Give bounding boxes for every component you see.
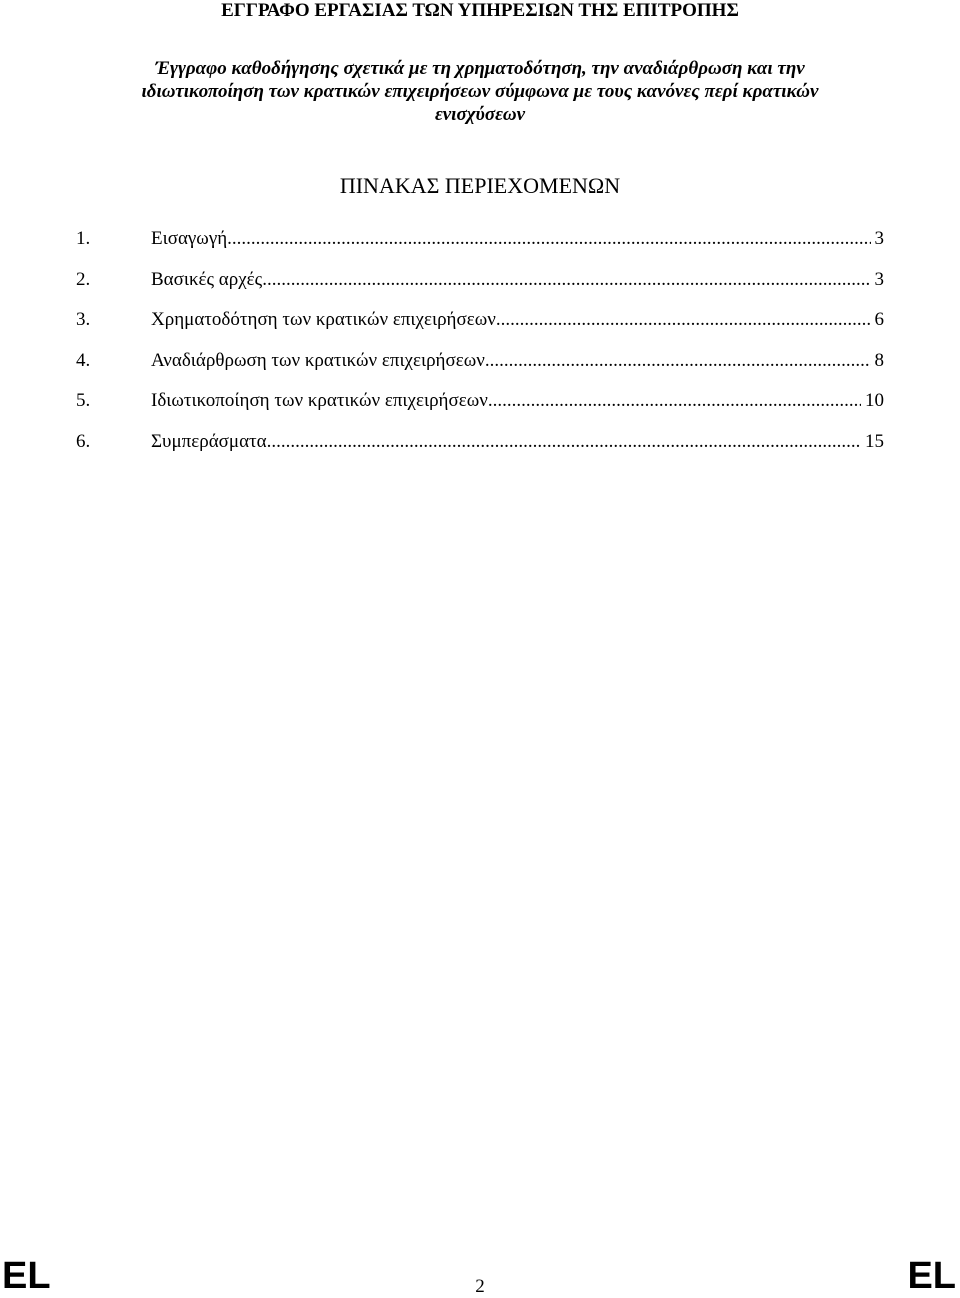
table-of-contents: [76, 228, 884, 472]
toc-entry-basic-principles[interactable]: [76, 269, 884, 310]
toc-dot-leader: [262, 269, 870, 291]
toc-entry-conclusions[interactable]: [76, 431, 884, 472]
subtitle-line-3: ενισχύσεων: [434, 104, 526, 125]
toc-entry-title: Βασικές αρχές: [151, 268, 263, 290]
toc-entry-page: 6: [874, 309, 884, 331]
subtitle-line-2: ιδιωτικοποίηση των κρατικών επιχειρήσεων σύμφωνα με τους κανόνες περί κρατικών: [141, 81, 819, 102]
toc-entry-title: Ιδιωτικοποίηση των κρατικών επιχειρήσεων: [151, 390, 488, 412]
toc-entry-introduction[interactable]: [76, 228, 884, 269]
toc-entry-number: 1.: [76, 228, 91, 249]
toc-entry-number: 2.: [76, 268, 91, 290]
toc-dot-leader: [496, 309, 871, 331]
toc-entry-number: 5.: [76, 390, 91, 412]
toc-entry-page: 8: [874, 349, 884, 371]
toc-entry-page: 3: [874, 228, 884, 249]
toc-entry-number: 6.: [76, 430, 91, 452]
toc-heading: ΠΙΝΑΚΑΣ ΠΕΡΙΕΧΟΜΕΝΩΝ: [339, 173, 621, 198]
toc-dot-leader: [485, 350, 871, 372]
toc-entry-number: 3.: [76, 309, 91, 331]
toc-entry-restructuring[interactable]: [76, 350, 884, 391]
toc-entry-title: Συμπεράσματα: [151, 430, 267, 452]
toc-entry-title: Αναδιάρθρωση των κρατικών επιχειρήσεων: [151, 349, 485, 371]
toc-entry-page: 10: [865, 390, 884, 412]
toc-dot-leader: [488, 390, 861, 412]
toc-dot-leader: [267, 431, 861, 453]
toc-entry-title: Εισαγωγή: [151, 228, 228, 249]
footer-language-code-right: EL: [907, 1255, 956, 1297]
toc-dot-leader: [227, 228, 870, 250]
document-subtitle: [40, 57, 920, 126]
toc-entry-financing[interactable]: [76, 309, 884, 350]
toc-entry-title: Χρηματοδότηση των κρατικών επιχειρήσεων: [151, 309, 496, 331]
toc-entry-privatisation[interactable]: [76, 390, 884, 431]
footer-page-number: 2: [475, 1276, 485, 1297]
toc-entry-number: 4.: [76, 349, 91, 371]
footer-language-code-left: EL: [2, 1255, 51, 1297]
subtitle-line-1: Έγγραφο καθοδήγησης σχετικά με τη χρηματοδότηση, την αναδιάρθρωση και την: [155, 58, 805, 79]
document-header: ΕΓΓΡΑΦΟ ΕΡΓΑΣΙΑΣ ΤΩΝ ΥΠΗΡΕΣΙΩΝ ΤΗΣ ΕΠΙΤΡΟΠΗΣ: [221, 0, 739, 21]
toc-entry-page: 3: [874, 268, 884, 290]
toc-entry-page: 15: [865, 430, 884, 452]
